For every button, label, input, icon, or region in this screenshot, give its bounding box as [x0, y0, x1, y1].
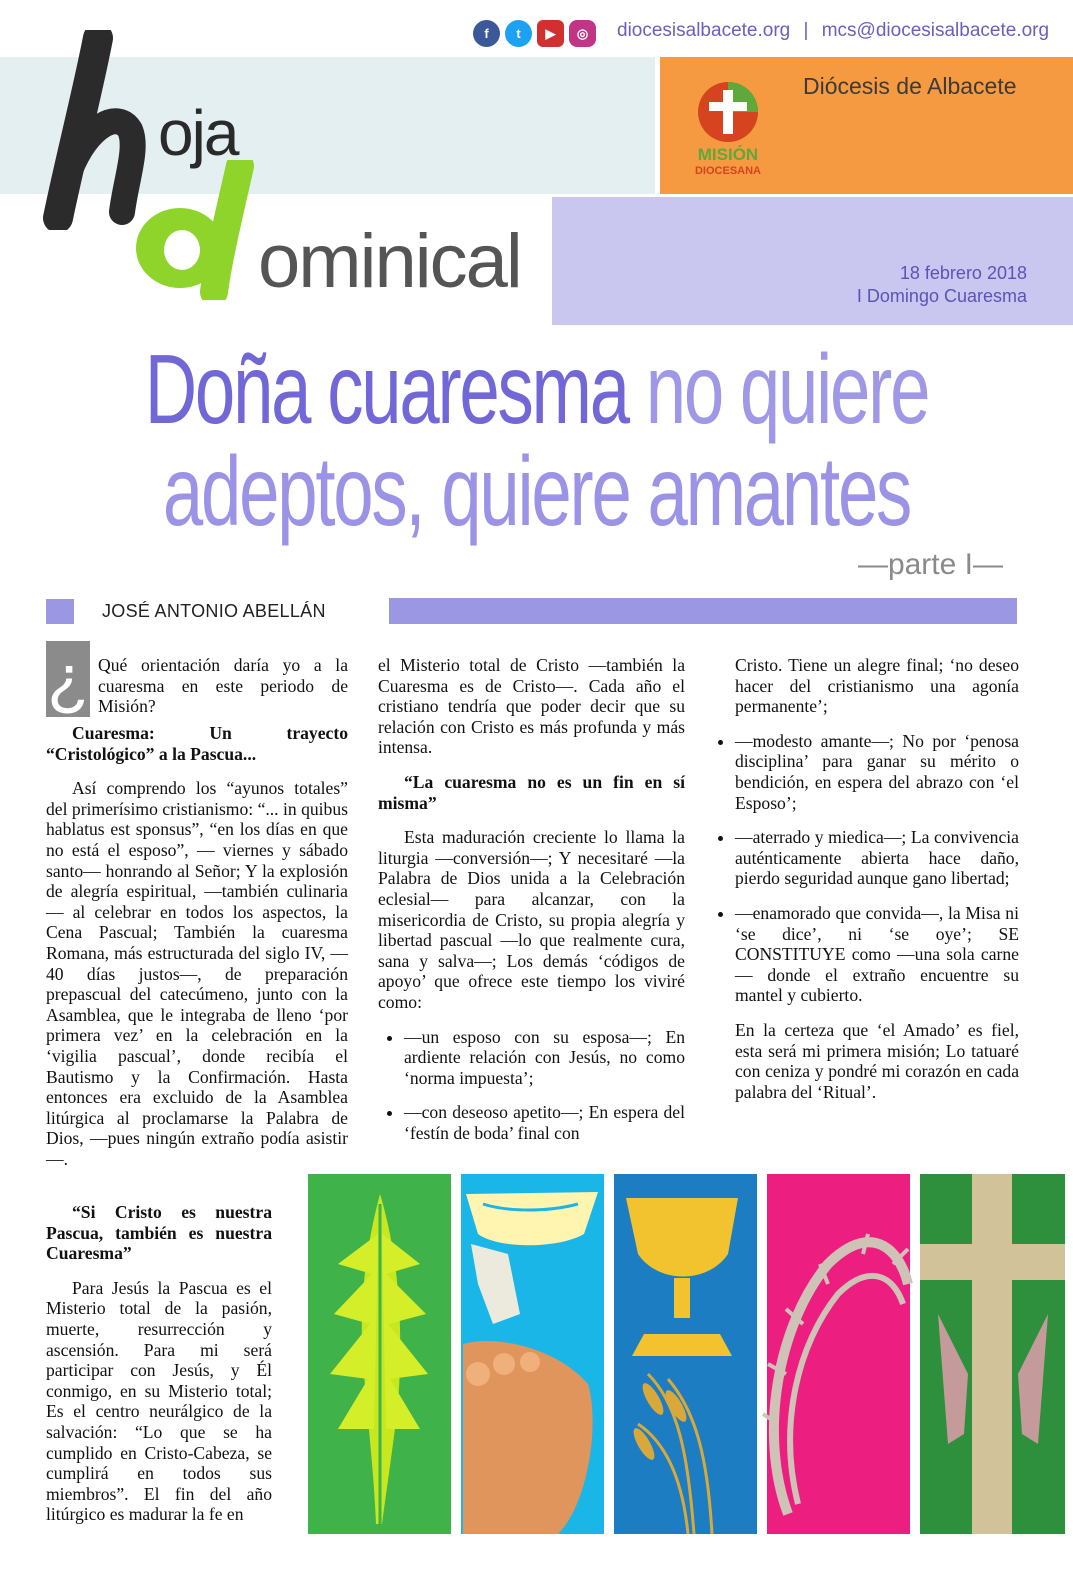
list-item: • —aterrado y miedica—; La convivencia auténticamente abierta hace daño, pierdo seguridad aunque gano libertad;	[735, 827, 1019, 889]
mision-diocesana-logo	[683, 78, 773, 178]
column-3	[735, 655, 1019, 1116]
title-part-3: adeptos, quiere amantes	[162, 436, 911, 546]
palm-panel	[308, 1174, 451, 1534]
paragraph-pascua: Para Jesús la Pascua es el Misterio total de la pasión, muerte, resurrección y ascensión. Para mi será participar con Jesús, y Él conmigo, en su Misterio total; Es el centro neurálgico de la salvación: “Lo que se ha cumplido en Cristo-Cabeza, se cumplirá en todos sus miembros”. El fin del año litúrgico es madurar la fe en	[46, 1277, 272, 1525]
heading-si-cristo: “Si Cristo es nuestra Pascua, también es nuestra Cuaresma”	[46, 1202, 272, 1264]
article-title	[139, 334, 933, 546]
paragraph-maduracion: Esta maduración creciente lo llama la liturgia —conversión—; Y necesitaré —la Palabra de Dios unida a la Celebración eclesial— para alcanzar, con la misericordia de Cristo, su propia alegría y libertad pascual —lo que realmente cura, sana y salva—; Los demás ‘códigos de apoyo’ que ofrece este tiempo los viviré como:	[378, 827, 685, 1012]
column-1-intro	[98, 655, 348, 731]
youtube-icon[interactable]: ▶	[537, 20, 564, 47]
logo-d	[118, 160, 268, 305]
twitter-icon[interactable]: t	[505, 20, 532, 47]
website-link[interactable]: diocesisalbacete.org	[617, 20, 791, 41]
mision-logo-text: MISIÓN	[697, 145, 759, 164]
separator: |	[803, 20, 809, 41]
logo-ominical: ominical	[258, 219, 521, 304]
instagram-icon[interactable]: ◎	[569, 20, 596, 47]
facebook-icon[interactable]: f	[473, 20, 500, 47]
list-item: • —con deseoso apetito—; En espera del ‘festín de boda’ final con	[404, 1102, 685, 1143]
bullet-list-2	[709, 731, 1019, 1006]
article-subtitle: —parte I—	[857, 548, 1003, 581]
paragraph-certeza: En la certeza que ‘el Amado’ es fiel, esta será mi primera misión; Lo tatuaré con ceniza y pondré mi corazón en cada palabra del ‘Ritual’.	[735, 1019, 1019, 1102]
title-part-1: Doña cuaresma	[144, 334, 628, 444]
title-part-2: no quiere	[627, 334, 929, 444]
lent-artwork	[308, 1174, 1065, 1534]
paragraph-ayunos: Así comprendo los “ayunos totales” del primerísimo cristianismo: “... in quibus hablatus est sponsus”, “en los días en que no está el esposo”, — viernes y sábado santo— honrando al Señor; Y la explosión de alegría espiritual, —también culinaria— al celebrar en todos los aspectos, la Cena Pascual; También la cuaresma Romana, más estructurada del siglo IV, —40 días justos—, de preparación prepascual del catecúmeno, junto con la Asamblea, que le integraba de lleno ‘por primera vez’ en la celebración en la ‘vigilia pascual’, donde recibía el Bautismo y la Confirmación. Hasta entonces era excluido de la Asamblea litúrgica al proclamarse la Palabra de Dios, —pues ningún extraño podía asistir—.	[46, 778, 348, 1169]
contact-line	[617, 20, 1049, 42]
column-1	[46, 723, 348, 1183]
author-marker	[46, 599, 74, 624]
date: 18 febrero 2018	[899, 263, 1027, 283]
author-bar	[389, 598, 1017, 624]
bullet-list-1	[378, 1027, 685, 1144]
heading-cuaresma-trayecto: Cuaresma: Un trayecto “Cristológico” a la Pascua...	[46, 723, 348, 764]
chalice-wheat-panel	[614, 1174, 757, 1534]
author-name: JOSÉ ANTONIO ABELLÁN	[102, 601, 326, 621]
email-link[interactable]: mcs@diocesisalbacete.org	[821, 20, 1050, 41]
paragraph-misterio: el Misterio total de Cristo —también la Cuaresma es de Cristo—. Cada año el cristiano tendría que poder decir que su relación con Cristo es más profunda y más intensa.	[378, 655, 685, 758]
heading-no-es-un-fin: “La cuaresma no es un fin en sí misma”	[378, 771, 685, 813]
diocesis-name: Diócesis de Albacete	[803, 73, 1017, 99]
issue-date	[857, 262, 1027, 308]
crown-of-thorns-panel	[763, 1174, 910, 1534]
logo-oja: oja	[158, 97, 238, 169]
list-item: • —enamorado que convida—, la Misa ni ‘se dice’, ni ‘se oye’; SE CONSTITUYE como —una sola carne— donde el extraño encuentre su mantel y cubierto.	[735, 903, 1019, 1006]
cross-panel	[920, 1174, 1065, 1534]
column-1-continued	[46, 1202, 272, 1539]
column-2	[378, 655, 685, 1157]
list-item: • —un esposo con su esposa—; En ardiente relación con Jesús, no como ‘norma impuesta’;	[404, 1027, 685, 1089]
list-item: • —modesto amante—; No por ‘penosa disciplina’ para ganar su mérito o bendición, en espera del abrazo con ‘el Esposo’;	[735, 731, 1019, 813]
drop-cap: ¿	[47, 641, 89, 717]
washing-feet-panel	[461, 1174, 604, 1534]
paragraph-alegre-final: Cristo. Tiene un alegre final; ‘no deseo hacer del cristianismo una agonía permanente’;	[735, 655, 1019, 717]
diocesana-logo-text: DIOCESANA	[694, 165, 762, 177]
intro-question: Qué orientación daría yo a la cuaresma en este periodo de Misión?	[98, 655, 348, 717]
liturgical-day: I Domingo Cuaresma	[856, 286, 1027, 306]
